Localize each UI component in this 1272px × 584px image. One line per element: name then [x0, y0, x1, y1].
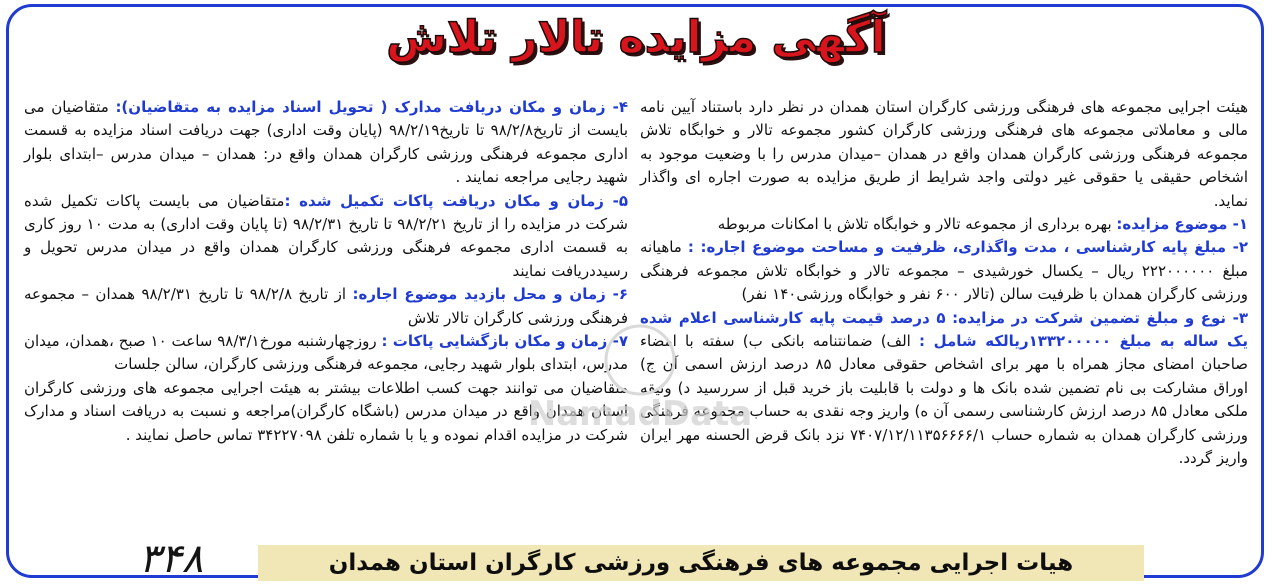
item-5-text: متقاضیان می بایست پاکات تکمیل شده شرکت در مزایده را از تاریخ ۹۸/۲/۲۱ تا تاریخ ۹۸/۲/۳۱ (تا پایان وقت اداری) به مدت ۱۰ روز کاری به قسمت اداری مجموعه فرهنگی ورزشی کارگران همدان واقع در میدان مدرس تحویل و رسیددریافت نمایند: [24, 191, 628, 280]
item-6: [24, 283, 628, 330]
item-3-heading: ۳- نوع و مبلغ تضمین شرکت در مزایده: ۵ درصد قیمت پایه کارشناسی اعلام شده یک ساله به مبلغ ۱۳۳۲۰۰۰۰۰ریالکه شامل :: [640, 308, 1248, 351]
closing-paragraph: متقاضیان می توانند جهت کسب اطلاعات بیشتر به هیئت اجرایی مجموعه های ورزشی کارگران استان همدان واقع در میدان مدرس (باشگاه کارگران)مراجعه و نسبت به دریافت اسناد و مدارک شرکت در مزایده اقدام نموده و یا با شماره تلفن ۳۴۲۲۷۰۹۸ تماس حاصل نمایند .: [24, 378, 628, 444]
item-1-text: بهره برداری از مجموعه تالار و خوابگاه تلاش با امکانات مربوطه: [717, 215, 1117, 234]
item-6-heading: ۶- زمان و محل بازدید موضوع اجاره:: [352, 285, 628, 304]
item-4: [24, 96, 628, 190]
item-7: [24, 330, 628, 377]
item-7-heading: ۷- زمان و مکان بازگشایی پاکات :: [381, 332, 628, 351]
watermark-text: NamadData: [527, 394, 753, 434]
footer-signature: هیات اجرایی مجموعه های فرهنگی ورزشی کارگران استان همدان: [328, 550, 1074, 576]
item-2-text: ماهیانه مبلغ ۲۲۲۰۰۰۰۰۰ ریال – یکسال خورشیدی – مجموعه تالار و خوابگاه تلاش مجموعه فرهنگی ورزشی کارگران همدان با ظرفیت سالن (تالار ۶۰۰ نفر و خوابگاه ورزشی۱۴۰ نفر): [640, 238, 1248, 304]
item-7-text: روزچهارشنبه مورخ۹۸/۳/۱ ساعت ۱۰ صبح ،همدان، میدان مدرس، ابتدای بلوار شهید رجایی، مجموعه فرهنگی ورزشی کارگران، سالن جلسات: [24, 332, 628, 374]
left-column: [24, 96, 628, 447]
right-column: [640, 96, 1248, 471]
intro-paragraph: هیئت اجرایی مجموعه های فرهنگی ورزشی کارگران استان همدان در نظر دارد باستناد آیین نامه مالی و معاملاتی مجموعه های فرهنگی ورزشی کارگران کشور مجموعه تالار و خوابگاه تلاش مجموعه فرهنگی ورزشی کارگران همدان واقع در همدان –میدان مدرس را با وضعیت موجود به اشخاص حقیقی یا حقوقی غیر دولتی واجد شرایط از طریق مزایده به صورت اجاره ای واگذار نماید.: [640, 98, 1248, 210]
item-2: [640, 236, 1248, 306]
page-title: آگهی مزایده تالار تلاش: [386, 12, 886, 63]
item-1-heading: ۱- موضوع مزایده:: [1116, 215, 1248, 234]
item-3-text: الف) ضمانتنامه بانکی ب) سفته با امضاء صاحبان امضای مجاز همراه با مهر برای اشخاص حقوقی معادل ۸۵ درصد ارزش اسمی آن ج) اوراق مشارکت بی نام تضمین شده بانک ها و دولت با قابلیت باز خرید قبل از سررسید د) وثیقه ملکی معادل ۸۵ درصد ارزش کارشناسی رسمی آن ه) واریز وجه نقدی به حساب مجموعه فرهنگی ورزشی کارگران همدان به شماره حساب ۷۴۰۷/۱۲/۱۱۳۵۶۶۶۶/۱ نزد بانک قرض الحسنه مهر ایران واریز گردد.: [640, 332, 1249, 468]
item-4-heading: ۴- زمان و مکان دریافت مدارک ( تحویل اسناد مزایده به متقاضیان):: [115, 98, 629, 116]
item-5-heading: ۵- زمان و مکان دریافت پاکات تکمیل شده :: [284, 191, 628, 210]
item-2-heading: ۲- مبلغ پایه کارشناسی ، مدت واگذاری، ظرفیت و مساحت موضوع اجاره: :: [687, 238, 1248, 257]
item-3: [640, 307, 1248, 471]
item-6-text: از تاریخ ۹۸/۲/۸ تا تاریخ ۹۸/۲/۳۱ همدان – مجموعه فرهنگی ورزشی کارگران تالار تلاش: [24, 285, 628, 327]
item-5: [24, 190, 628, 284]
item-4-text: متقاضیان می بایست از تاریخ۹۸/۲/۸ تا تاریخ۹۸/۲/۱۹ (پایان وقت اداری) جهت دریافت اسناد مزایده به قسمت اداری مجموعه فرهنگی ورزشی کارگران همدان واقع در: همدان – میدان مدرس –ابتدای بلوار شهید رجایی مراجعه نمایند .: [24, 98, 628, 187]
handwritten-number-text: ۳۴۸: [138, 536, 204, 582]
handwritten-number: [96, 530, 246, 584]
title-area: [0, 8, 1272, 68]
item-1: [640, 213, 1248, 236]
